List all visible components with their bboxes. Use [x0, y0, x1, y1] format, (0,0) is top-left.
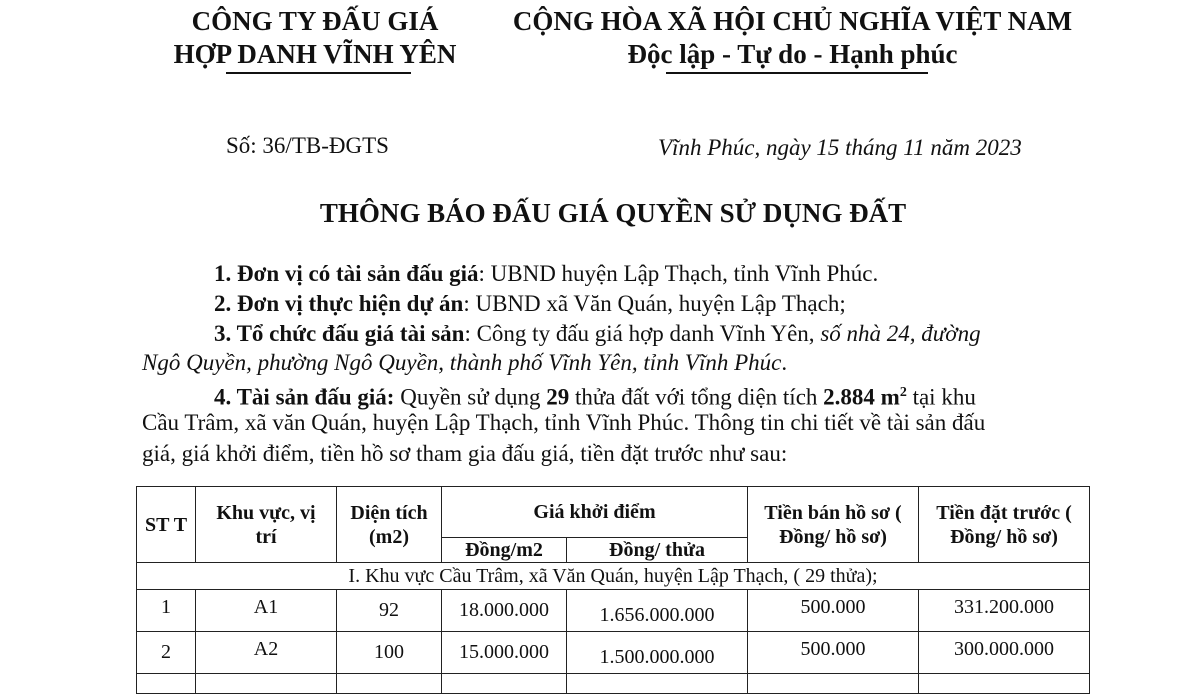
item-3-address-part2: Ngô Quyền, phường Ngô Quyền, thành phố Vĩnh Yên, tỉnh Vĩnh Phúc	[142, 350, 782, 375]
item-4-area: 2.884 m	[823, 384, 900, 410]
document-title: THÔNG BÁO ĐẤU GIÁ QUYỀN SỬ DỤNG ĐẤT	[319, 198, 907, 228]
cell-price-plot: 1.656.000.000	[567, 590, 748, 632]
header-price-per-m2: Đồng/m2	[442, 538, 567, 563]
company-name-line2: HỢP DANH VĨNH YÊN	[173, 39, 457, 69]
cell-lot: A2	[196, 632, 337, 674]
item-3-line1	[214, 320, 981, 348]
item-4-line3: giá, giá khởi điểm, tiền hồ sơ tham gia đấu giá, tiền đặt trước như sau:	[142, 441, 788, 466]
item-3-text: : Công ty đấu giá hợp danh Vĩnh Yên,	[464, 321, 821, 346]
item-4-line2: Cầu Trâm, xã văn Quán, huyện Lập Thạch, tỉnh Vĩnh Phúc. Thông tin chi tiết về tài sản đấu	[142, 410, 986, 435]
item-2-label: 2. Đơn vị thực hiện dự án	[214, 291, 464, 316]
cell-price-m2: 18.000.000	[442, 590, 567, 632]
item-4-text2: thửa đất với tổng diện tích	[569, 384, 824, 410]
cell-area: 92	[337, 590, 442, 632]
auction-table	[136, 486, 1090, 694]
motto-underline	[666, 72, 928, 74]
header-area-location: Khu vực, vị trí	[196, 487, 337, 563]
cell-price-plot: 1.500.000.000	[567, 632, 748, 674]
header-size: Diện tích (m2)	[337, 487, 442, 563]
cell-fee: 500.000	[748, 590, 919, 632]
table-row	[137, 632, 1090, 674]
item-3-end: .	[781, 350, 788, 375]
cell-deposit: 300.000.000	[919, 632, 1090, 674]
item-1	[214, 260, 878, 288]
item-4-label: 4. Tài sản đấu giá:	[214, 384, 395, 410]
item-3-address-part1: số nhà 24, đường	[820, 321, 981, 346]
item-1-label: 1. Đơn vị có tài sản đấu giá	[214, 261, 479, 286]
header-price-per-plot: Đồng/ thửa	[567, 538, 748, 563]
place-date: Vĩnh Phúc, ngày 15 tháng 11 năm 2023	[658, 135, 1022, 160]
item-4-text1: Quyền sử dụng	[394, 384, 547, 410]
header-file-fee: Tiền bán hồ sơ ( Đồng/ hồ sơ)	[748, 487, 919, 563]
item-2	[214, 290, 846, 318]
cell-area: 100	[337, 632, 442, 674]
item-4-line1	[214, 379, 976, 412]
cell-stt: 1	[137, 590, 196, 632]
item-4-count: 29	[546, 384, 570, 410]
header-deposit: Tiền đặt trước ( Đồng/ hồ sơ)	[919, 487, 1090, 563]
header-stt: ST T	[137, 487, 196, 563]
cell-price-m2: 15.000.000	[442, 632, 567, 674]
cell-fee: 500.000	[748, 632, 919, 674]
company-underline	[226, 72, 411, 74]
header-start-price: Giá khởi điểm	[442, 487, 748, 538]
item-1-text: : UBND huyện Lập Thạch, tỉnh Vĩnh Phúc.	[478, 261, 879, 286]
cell-deposit: 331.200.000	[919, 590, 1090, 632]
section-row: I. Khu vực Cầu Trâm, xã Văn Quán, huyện Lập Thạch, ( 29 thửa);	[137, 563, 1090, 590]
table-row	[137, 590, 1090, 632]
cell-lot: A1	[196, 590, 337, 632]
cell-stt: 2	[137, 632, 196, 674]
nation-title: CỘNG HÒA XÃ HỘI CHỦ NGHĨA VIỆT NAM	[512, 6, 1073, 36]
item-2-text: : UBND xã Văn Quán, huyện Lập Thạch;	[463, 291, 846, 316]
company-name-line1: CÔNG TY ĐẤU GIÁ	[191, 6, 439, 36]
item-3-label: 3. Tổ chức đấu giá tài sản	[214, 321, 465, 346]
table-row-partial	[137, 674, 1090, 694]
item-3-line2	[142, 349, 787, 377]
document-number: Số: 36/TB-ĐGTS	[226, 133, 389, 158]
item-4-text3: tại khu	[906, 384, 976, 410]
nation-motto: Độc lập - Tự do - Hạnh phúc	[627, 39, 958, 69]
item-4-area-sup: 2	[899, 385, 907, 400]
